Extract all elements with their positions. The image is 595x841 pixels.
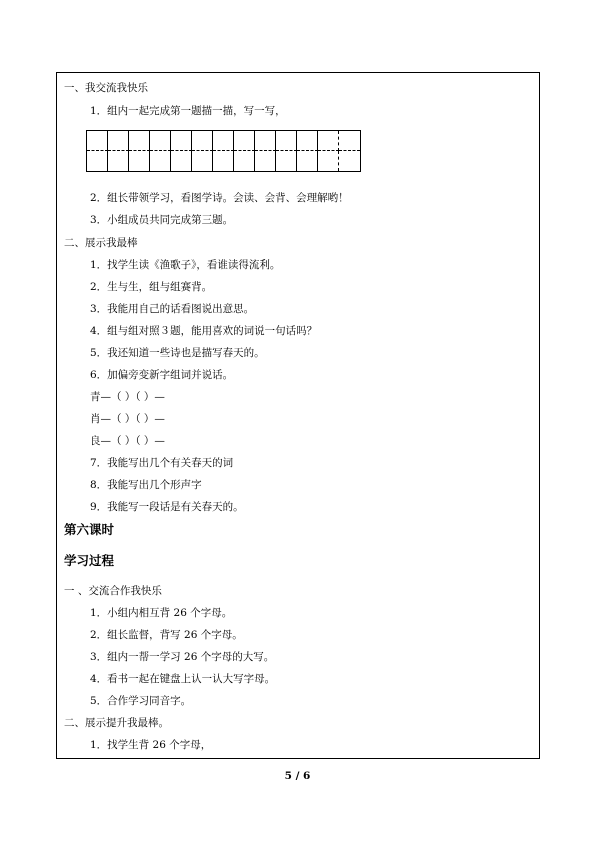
page-number: 5 / 6 xyxy=(284,770,311,782)
section4-title: 二、展示提升我最棒。 xyxy=(64,717,169,729)
section3-item-5: 5．合作学习同音字。 xyxy=(90,695,192,707)
section2-item-5: 5．我还知道一些诗也是描写春天的。 xyxy=(90,347,265,359)
section3-item-2: 2．组长监督，背写 26 个字母。 xyxy=(90,629,243,641)
section4-item-1: 1．找学生背 26 个字母， xyxy=(90,739,212,751)
lesson-title: 第六课时 xyxy=(64,522,115,537)
section3-item-3: 3．组内一帮一学习 26 个字母的大写。 xyxy=(90,651,275,663)
section3-item-1: 1．小组内相互背 26 个字母。 xyxy=(90,607,233,619)
section1-title: 一、我交流我快乐 xyxy=(64,82,148,94)
section1-item-1: 1．组内一起完成第一题描一描，写一写， xyxy=(90,105,286,117)
section2-item-4: 4．组与组对照３题，能用喜欢的词说一句话吗？ xyxy=(90,325,318,337)
section2-item-1: 1．找学生读《渔歌子》，看谁读得流利。 xyxy=(90,259,281,271)
section2-item-2: 2．生与生，组与组赛背。 xyxy=(90,281,213,293)
section2-item-3: 3．我能用自己的话看图说出意思。 xyxy=(90,303,255,315)
lesson-subtitle: 学习过程 xyxy=(64,553,115,568)
word-line-qing: 青—（ ）（ ）— xyxy=(90,391,165,403)
section1-item-2: 2．组长带领学习，看图学诗。会读、会背、会理解哟！ xyxy=(90,192,349,204)
section3-item-4: 4．看书一起在键盘上认一认大写字母。 xyxy=(90,673,276,685)
word-line-liang: 良—（ ）（ ）— xyxy=(90,435,165,447)
section2-item-7: 7．我能写出几个有关春天的词 xyxy=(90,457,234,469)
section2-title: 二、展示我最棒 xyxy=(64,237,138,249)
section2-item-9: 9．我能写一段话是有关春天的。 xyxy=(90,501,244,513)
section1-item-3: 3．小组成员共同完成第三题。 xyxy=(90,214,234,226)
section3-title: 一 、交流合作我快乐 xyxy=(64,585,162,597)
section2-item-6: 6．加偏旁变新字组词并说话。 xyxy=(90,369,234,381)
writing-grid xyxy=(86,130,361,172)
section2-item-8: 8．我能写出几个形声字 xyxy=(90,479,202,491)
word-line-xiao: 肖—（ ）（ ）— xyxy=(90,413,165,425)
